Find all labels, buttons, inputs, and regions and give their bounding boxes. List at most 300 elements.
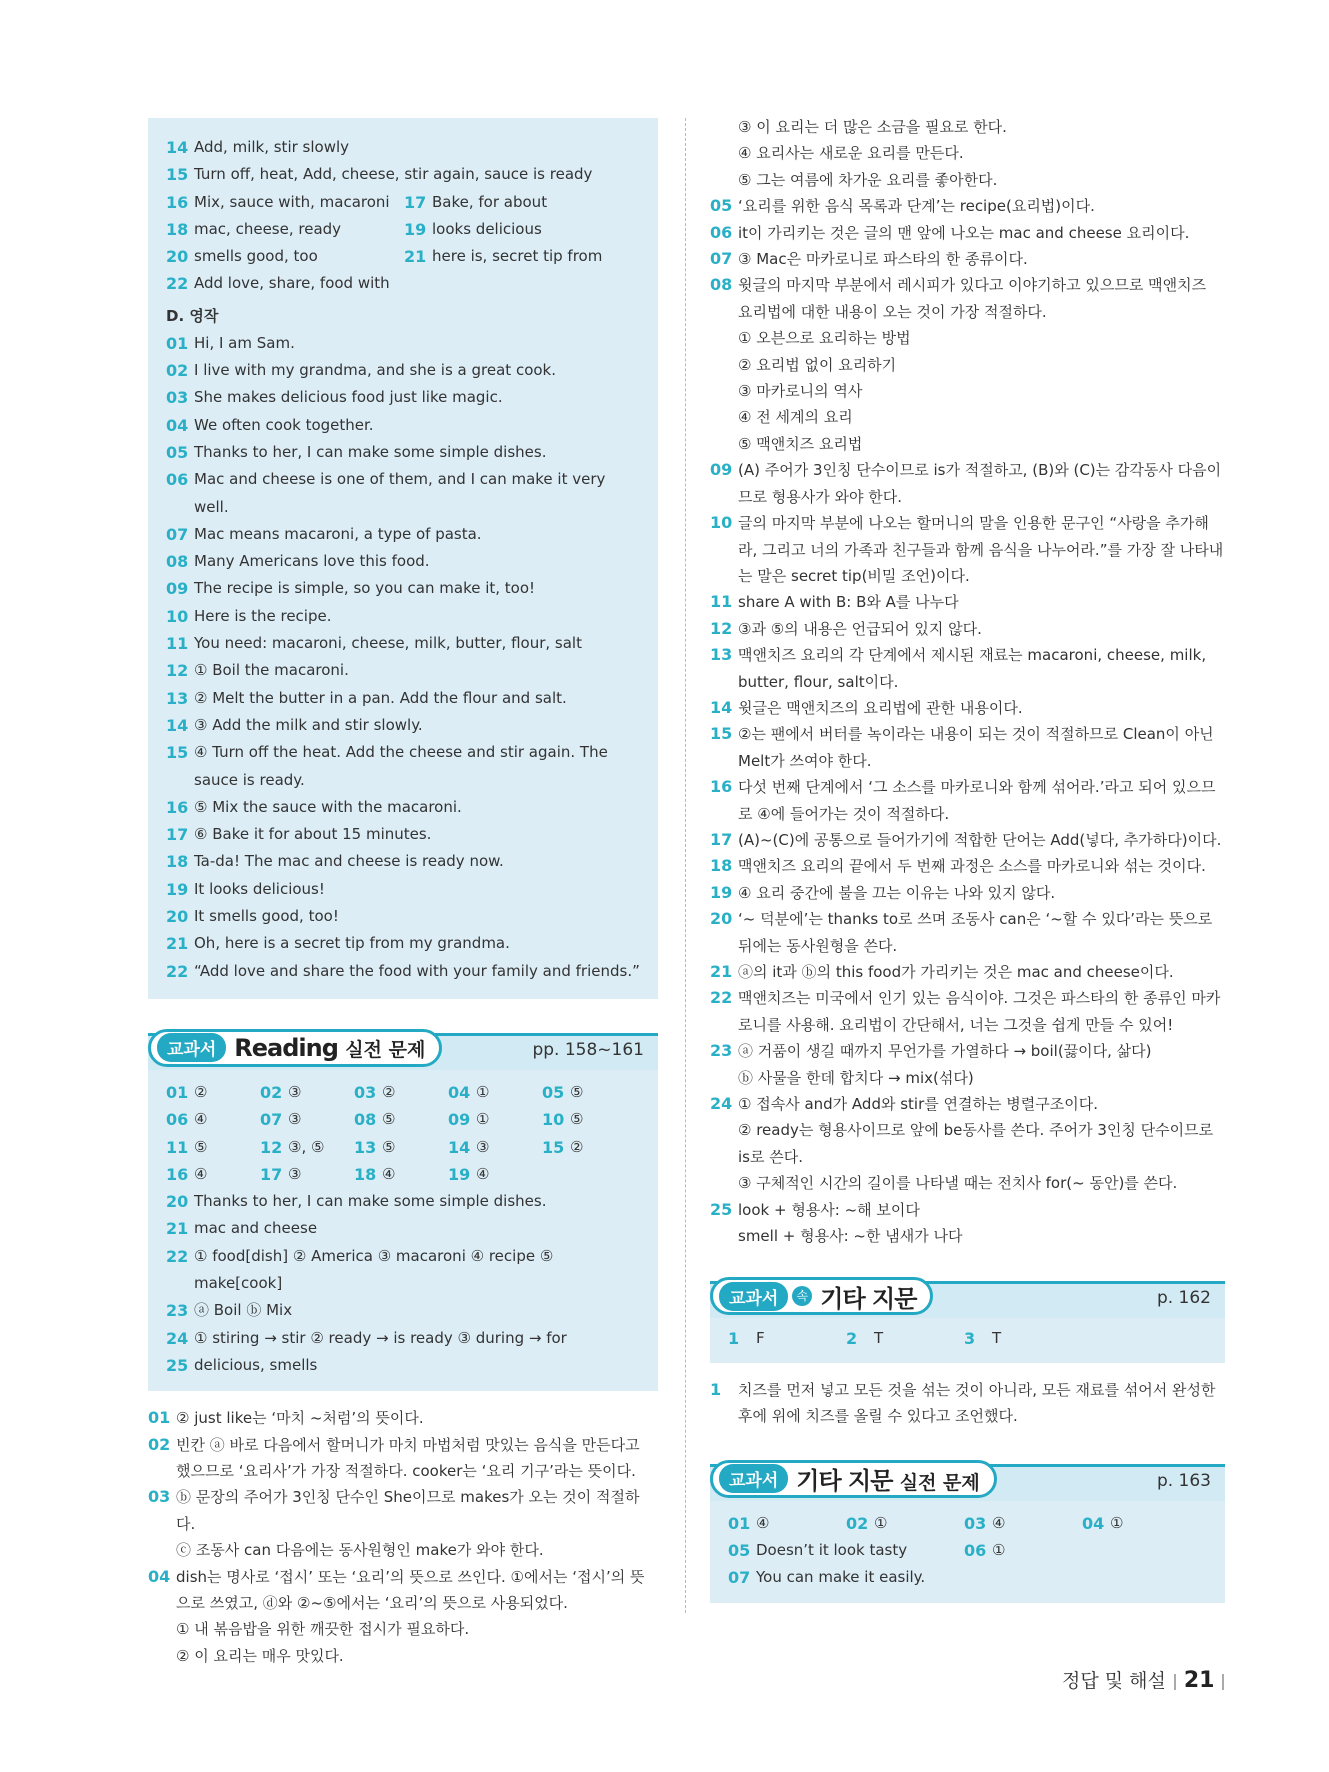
item-answer: ⑤: [382, 1137, 396, 1156]
explanations-other: [710, 1377, 1225, 1430]
list-item: [710, 431, 1225, 457]
list-item: [166, 439, 640, 466]
list-item: [166, 521, 640, 548]
answer-cell: [542, 1161, 636, 1188]
list-item: [710, 616, 1225, 642]
item-answer: ③: [288, 1164, 302, 1183]
list-item: [166, 848, 640, 875]
answer-cell: [542, 1106, 636, 1133]
page-number: 21: [1183, 1668, 1215, 1693]
item-answer: T: [992, 1329, 1002, 1348]
item-number: 02: [260, 1082, 283, 1102]
item-text: Ta-da! The mac and cheese is ready now.: [194, 852, 504, 871]
item-answer: ②: [570, 1137, 584, 1156]
item-number: 20: [166, 907, 189, 927]
item-number: 22: [166, 961, 189, 981]
list-item: [166, 739, 640, 794]
list-item: 05 Doesn’t it look tasty: [728, 1540, 908, 1560]
answer-cell: [846, 1510, 964, 1537]
answer-box-other: [710, 1317, 1225, 1362]
list-item: [166, 1297, 640, 1324]
item-text: look + 형용사: ~해 보이다: [738, 1200, 920, 1219]
item-number: 22: [710, 988, 733, 1008]
list-item: [166, 575, 640, 602]
list-item: [166, 930, 640, 957]
list-item: [710, 1065, 1225, 1091]
item-number: 21: [166, 934, 189, 954]
list-item: [166, 1325, 640, 1352]
list-item: [166, 1352, 640, 1379]
item-number: 21: [710, 962, 733, 981]
item-number: 11: [166, 1137, 189, 1157]
textbook-tag: 교과서: [719, 1282, 788, 1311]
list-item: 14 Add, milk, stir slowly: [166, 138, 350, 157]
list-item: [710, 853, 1225, 879]
item-number: 12: [166, 661, 189, 681]
answer-grid: [728, 1325, 1207, 1352]
item-text: She makes delicious food just like magic.: [194, 388, 503, 407]
answer-cell: [448, 1134, 542, 1161]
item-number: 10: [166, 606, 189, 626]
footer-label: 정답 및 해설: [1062, 1670, 1166, 1692]
item-number: 02: [166, 361, 189, 381]
item-answer: ④: [382, 1164, 396, 1183]
item-text: ① Boil the macaroni.: [194, 661, 349, 680]
answer-grid: [166, 1079, 640, 1188]
item-number: 19: [166, 879, 189, 899]
answer-cell: [728, 1510, 846, 1537]
item-number: 03: [354, 1082, 377, 1102]
footer-divider: [1174, 1674, 1176, 1690]
item-number: 03: [166, 388, 189, 408]
list-item: [166, 548, 640, 575]
list-pair: [166, 216, 640, 243]
answer-cell: [354, 1106, 448, 1133]
item-text: ⓐ Boil ⓑ Mix: [194, 1301, 293, 1320]
answer-cell: [542, 1134, 636, 1161]
item-number: 25: [710, 1199, 733, 1219]
answer-cell: [354, 1161, 448, 1188]
item-number: 13: [354, 1137, 377, 1157]
section-title: 기타 지문 실전 문제: [796, 1467, 980, 1496]
item-number: 11: [166, 634, 189, 654]
list-item: [166, 330, 640, 357]
item-text: ② 이 요리는 매우 맛있다.: [176, 1646, 344, 1665]
item-answer: F: [756, 1329, 765, 1348]
item-number: 05: [710, 196, 733, 216]
list-item: [148, 1537, 658, 1563]
answer-cell: [260, 1079, 354, 1106]
banner-pill: [148, 1029, 442, 1067]
item-text: Here is the recipe.: [194, 606, 332, 625]
item-number: 07: [166, 524, 189, 544]
list-item: [710, 1117, 1225, 1170]
item-text: 윗글의 마지막 부분에서 레시피가 있다고 이야기하고 있으므로 맥앤치즈 요리법에 대한 내용이 오는 것이 가장 적절하다.: [738, 276, 1207, 321]
item-answer: ⑤: [570, 1082, 584, 1101]
list-item: [710, 721, 1225, 774]
explanations-right: [710, 114, 1225, 1249]
list-item: [166, 1188, 640, 1215]
answer-cell: [964, 1510, 1082, 1537]
item-number: 15: [166, 743, 189, 763]
item-text: ⑤ Mix the sauce with the macaroni.: [194, 797, 462, 816]
list-pair: [728, 1537, 1207, 1564]
item-text: ③ Add the milk and stir slowly.: [194, 715, 423, 734]
item-text: ① food[dish] ② America ③ macaroni ④ recipe ⑤ make[cook]: [194, 1246, 554, 1292]
list-item: [166, 384, 640, 411]
list-item: 18 mac, cheese, ready: [166, 219, 342, 239]
item-number: 06: [166, 1110, 189, 1130]
item-text: I live with my grandma, and she is a great cook.: [194, 361, 556, 380]
item-text: Many Americans love this food.: [194, 552, 430, 571]
item-number: 18: [710, 856, 733, 876]
answer-cell: [166, 1134, 260, 1161]
item-answer: ②: [382, 1082, 396, 1101]
item-number: 07: [260, 1110, 283, 1130]
reading-section-banner: [148, 1029, 658, 1069]
list-item: [710, 589, 1225, 615]
item-number: 17: [710, 829, 733, 849]
column-divider: [685, 118, 686, 1613]
item-text: 맥앤치즈 요리의 각 단계에서 제시된 재료는 macaroni, cheese, milk, butter, flour, salt이다.: [738, 646, 1207, 691]
answer-cell: [260, 1161, 354, 1188]
list-item: [710, 246, 1225, 272]
section-heading: D. 영작: [166, 306, 219, 325]
item-number: 09: [166, 579, 189, 599]
answer-cell: [354, 1079, 448, 1106]
list-item: [710, 880, 1225, 906]
list-item: [710, 959, 1225, 985]
item-text: ② Melt the butter in a pan. Add the flour and salt.: [194, 688, 567, 707]
list-item: 22 Add love, share, food with: [166, 274, 390, 294]
list-item: 19 looks delicious: [404, 219, 542, 239]
list-item: [710, 404, 1225, 430]
list-item: [710, 827, 1225, 853]
item-number: 11: [710, 592, 733, 612]
item-number: 16: [710, 777, 733, 797]
banner-pill: [710, 1460, 997, 1498]
answer-cell: [728, 1325, 846, 1352]
item-text: ② 요리법 없이 요리하기: [738, 355, 897, 374]
item-text: Mac and cheese is one of them, and I can make it very well.: [194, 470, 606, 516]
answer-cell: [448, 1106, 542, 1133]
list-item: [166, 903, 640, 930]
list-item: [166, 412, 640, 439]
list-item: [710, 272, 1225, 325]
item-number: 07: [710, 249, 733, 269]
item-number: 16: [166, 797, 189, 817]
item-number: 02: [846, 1513, 869, 1533]
list-item: 07 You can make it easily.: [728, 1568, 926, 1588]
list-item: [166, 821, 640, 848]
item-text: dish는 명사로 ‘접시’ 또는 ‘요리’의 뜻으로 쓰인다. ①에서는 ‘접시’의 뜻으로 쓰였고, ⓓ와 ②~⑤에서는 ‘요리’의 뜻으로 사용되었다.: [176, 1567, 645, 1613]
item-text: ④ 요리 중간에 불을 끄는 이유는 나와 있지 않다.: [738, 883, 1056, 902]
item-answer: ③: [476, 1137, 490, 1156]
page-range: p. 163: [1156, 1470, 1211, 1491]
page-range: p. 162: [1156, 1288, 1211, 1309]
list-item: [710, 378, 1225, 404]
item-number: 08: [166, 552, 189, 572]
answer-cell: [448, 1079, 542, 1106]
page-range: pp. 158~161: [532, 1039, 644, 1060]
item-text: mac and cheese: [194, 1219, 318, 1238]
item-number: 12: [710, 618, 733, 638]
list-item: 15 Turn off, heat, Add, cheese, stir again, sauce is ready: [166, 165, 593, 185]
item-number: 3: [964, 1329, 976, 1349]
item-number: 04: [166, 415, 189, 435]
item-text: Thanks to her, I can make some simple dishes.: [194, 442, 547, 461]
item-number: 18: [166, 852, 189, 872]
list-item: 20 smells good, too: [166, 247, 318, 267]
list-item: [148, 1432, 658, 1485]
item-text: ⓑ 사물을 한데 합치다 → mix(섞다): [738, 1068, 974, 1087]
list-item: [166, 876, 640, 903]
item-number: 06: [710, 222, 733, 242]
list-item: [166, 685, 640, 712]
item-answer: ⑤: [382, 1110, 396, 1129]
item-answer: ④: [992, 1513, 1006, 1532]
list-item: 21 here is, secret tip from: [404, 247, 603, 267]
item-number: 23: [710, 1041, 733, 1061]
item-number: 18: [354, 1164, 377, 1184]
item-number: 21: [166, 1219, 189, 1239]
answer-list: [166, 1188, 640, 1379]
item-number: 06: [166, 470, 189, 490]
item-text: ② just like는 ‘마치 ~처럼’의 뜻이다.: [176, 1409, 424, 1428]
item-number: 19: [448, 1164, 471, 1184]
item-text: ④ 전 세계의 요리: [738, 408, 853, 427]
item-text: ④ Turn off the heat. Add the cheese and stir again. The sauce is ready.: [194, 743, 608, 789]
textbook-tag: 교과서: [719, 1464, 788, 1493]
item-number: 14: [448, 1137, 471, 1157]
answer-cell: [166, 1106, 260, 1133]
item-text: 맥앤치즈 요리의 끝에서 두 번째 과정은 소스를 마카로니와 섞는 것이다.: [738, 857, 1206, 876]
list-item: [166, 794, 640, 821]
item-number: 20: [166, 1192, 189, 1212]
list-item: [710, 774, 1225, 827]
item-text: ④ 요리사는 새로운 요리를 만든다.: [738, 144, 964, 163]
list-item: [710, 1223, 1225, 1249]
list-item: [710, 1038, 1225, 1064]
item-number: 14: [710, 697, 733, 717]
item-text: ③ 이 요리는 더 많은 소금을 필요로 한다.: [738, 118, 1007, 136]
list-pair: [166, 189, 640, 216]
item-text: 다섯 번째 단계에서 ‘그 소스를 마카로니와 함께 섞어라.’라고 되어 있으므로 ④에 들어가는 것이 적절하다.: [738, 778, 1216, 823]
list-item: [166, 958, 640, 985]
list-item: [710, 457, 1225, 510]
item-number: 12: [260, 1137, 283, 1157]
item-number: 01: [728, 1513, 751, 1533]
answer-box-reading: [148, 1069, 658, 1391]
item-text: Hi, I am Sam.: [194, 333, 295, 352]
item-number: 15: [542, 1137, 565, 1157]
item-number: 10: [710, 513, 733, 533]
item-answer: ④: [476, 1164, 490, 1183]
item-number: 02: [148, 1434, 171, 1454]
section-title: Reading 실전 문제: [234, 1033, 426, 1062]
banner-pill: [710, 1277, 933, 1315]
item-text: It smells good, too!: [194, 907, 339, 926]
page-footer: [1062, 1666, 1232, 1693]
item-answer: ③: [288, 1110, 302, 1129]
explanations-left: [148, 1405, 658, 1669]
answer-grid: [728, 1510, 1207, 1537]
textbook-tag: 교과서: [157, 1033, 226, 1062]
item-text: ② ready는 형용사이므로 앞에 be동사를 쓴다. 주어가 3인칭 단수이므로 is로 쓴다.: [738, 1121, 1214, 1166]
item-text: ③ 구체적인 시간의 길이를 나타낼 때는 전치사 for(~ 동안)를 쓴다.: [738, 1174, 1178, 1193]
list-item: [166, 466, 640, 521]
item-text: (A) 주어가 3인칭 단수이므로 is가 적절하고, (B)와 (C)는 감각동사 다음이므로 형용사가 와야 한다.: [738, 461, 1222, 506]
item-text: ① 오븐으로 요리하는 방법: [738, 329, 911, 348]
item-answer: ③: [288, 1082, 302, 1101]
other-test-section-banner: [710, 1460, 1225, 1500]
item-text: ⑤ 맥앤치즈 요리법: [738, 434, 863, 453]
item-text: 윗글은 맥앤치즈의 요리법에 관한 내용이다.: [738, 698, 1023, 717]
item-number: 04: [448, 1082, 471, 1102]
answer-cell: [260, 1106, 354, 1133]
list-item: [148, 1616, 658, 1642]
item-number: 1: [728, 1329, 740, 1349]
item-answer: ④: [756, 1513, 770, 1532]
item-text: ③ 마카로니의 역사: [738, 382, 863, 401]
answer-cell: [166, 1079, 260, 1106]
item-number: 17: [166, 825, 189, 845]
answer-cell: [846, 1325, 964, 1352]
item-answer: T: [874, 1329, 884, 1348]
item-number: 13: [710, 645, 733, 665]
answer-box-translation: [148, 118, 658, 999]
item-number: 04: [1082, 1513, 1105, 1533]
item-text: it이 가리키는 것은 글의 맨 앞에 나오는 mac and cheese 요리이다.: [738, 223, 1190, 242]
list-pair: [166, 243, 640, 270]
item-number: 01: [148, 1408, 171, 1428]
list-item: [710, 1197, 1225, 1223]
list-item: [710, 985, 1225, 1038]
item-answer: ③, ⑤: [288, 1137, 325, 1156]
list-item: [710, 140, 1225, 166]
item-text: The recipe is simple, so you can make it, too!: [194, 579, 536, 598]
item-text: Thanks to her, I can make some simple dishes.: [194, 1192, 547, 1211]
answer-cell: [166, 1161, 260, 1188]
item-number: 09: [448, 1110, 471, 1130]
item-number: 20: [710, 909, 733, 929]
item-text: ⓐ의 it과 ⓑ의 this food가 가리키는 것은 mac and cheese이다.: [738, 963, 1174, 981]
item-number: 03: [148, 1487, 171, 1507]
item-number: 08: [354, 1110, 377, 1130]
list-item: [710, 1170, 1225, 1196]
item-answer: ②: [194, 1082, 208, 1101]
item-text: ① 접속사 and가 Add와 stir를 연결하는 병렬구조이다.: [738, 1095, 1098, 1114]
item-number: 09: [710, 460, 733, 480]
item-number: 14: [166, 715, 189, 735]
list-item: [710, 695, 1225, 721]
item-number: 17: [260, 1164, 283, 1184]
item-text: ① stiring → stir ② ready → is ready ③ during → for: [194, 1328, 567, 1347]
item-number: 19: [710, 882, 733, 902]
item-text: smell + 형용사: ~한 냄새가 나다: [738, 1227, 963, 1246]
item-number: 24: [710, 1094, 733, 1114]
item-number: 25: [166, 1355, 189, 1375]
item-number: 05: [166, 442, 189, 462]
item-answer: ①: [874, 1513, 888, 1532]
item-text: ‘요리를 위한 음식 목록과 단계’는 recipe(요리법)이다.: [738, 197, 1095, 216]
answer-box-other-test: [710, 1500, 1225, 1604]
list-item: [148, 1643, 658, 1669]
item-text: ⑤ 그는 여름에 차가운 요리를 좋아한다.: [738, 170, 998, 189]
item-text: ②는 팬에서 버터를 녹이라는 내용이 되는 것이 적절하므로 Clean이 아닌 Melt가 쓰여야 한다.: [738, 725, 1214, 770]
item-text: delicious, smells: [194, 1355, 318, 1374]
item-text: ③과 ⑤의 내용은 언급되어 있지 않다.: [738, 619, 982, 638]
item-text: “Add love and share the food with your family and friends.”: [194, 961, 640, 980]
footer-divider: [1222, 1674, 1224, 1690]
item-text: ③ Mac은 마카로니로 파스타의 한 종류이다.: [738, 250, 1028, 269]
list-item: [166, 1215, 640, 1242]
answer-cell: [964, 1325, 1082, 1352]
item-text: Oh, here is a secret tip from my grandma.: [194, 934, 510, 953]
list-item: [166, 712, 640, 739]
list-item: [166, 1243, 640, 1298]
item-number: 01: [166, 1082, 189, 1102]
list-item: [710, 906, 1225, 959]
item-number: 22: [166, 1246, 189, 1266]
list-item: [166, 657, 640, 684]
list-item: [710, 1091, 1225, 1117]
item-text: (A)~(C)에 공통으로 들어가기에 적합한 단어는 Add(넣다, 추가하다)이다.: [738, 830, 1222, 849]
item-number: 23: [166, 1301, 189, 1321]
item-number: 15: [710, 724, 733, 744]
list-item: [710, 510, 1225, 589]
item-text: ‘~ 덕분에’는 thanks to로 쓰며 조동사 can은 ‘~할 수 있다’라는 뜻으로 뒤에는 동사원형을 쓴다.: [738, 910, 1213, 955]
list-item: [166, 603, 640, 630]
answer-cell: [542, 1079, 636, 1106]
item-text: ① 내 볶음밥을 위한 깨끗한 접시가 필요하다.: [176, 1620, 470, 1639]
list-item: [166, 357, 640, 384]
item-answer: ⑤: [194, 1137, 208, 1156]
writing-answers-list: [166, 330, 640, 985]
list-item: 16 Mix, sauce with, macaroni: [166, 192, 390, 212]
item-answer: ⑤: [570, 1110, 584, 1129]
list-item: [710, 193, 1225, 219]
item-answer: ①: [476, 1110, 490, 1129]
list-item: 06 ①: [964, 1540, 1006, 1560]
list-item: [710, 325, 1225, 351]
left-column: [148, 118, 658, 1669]
item-answer: ④: [194, 1110, 208, 1129]
item-text: ⓑ 문장의 주어가 3인칭 단수인 She이므로 makes가 오는 것이 적절하다.: [176, 1488, 640, 1533]
item-text: It looks delicious!: [194, 879, 325, 898]
item-answer: ④: [194, 1164, 208, 1183]
item-number: 08: [710, 275, 733, 295]
answer-cell: [448, 1161, 542, 1188]
item-number: 10: [542, 1110, 565, 1130]
list-item: [166, 630, 640, 657]
item-text: ⓒ 조동사 can 다음에는 동사원형인 make가 와야 한다.: [176, 1541, 544, 1560]
item-number: 04: [148, 1566, 171, 1586]
answer-cell: [1082, 1510, 1200, 1537]
answer-cell: [260, 1134, 354, 1161]
item-number: 16: [166, 1164, 189, 1184]
item-text: You need: macaroni, cheese, milk, butter, flour, salt: [194, 634, 582, 653]
section-title: 기타 지문: [820, 1284, 917, 1313]
item-text: ⑥ Bake it for about 15 minutes.: [194, 825, 432, 844]
item-number: 24: [166, 1328, 189, 1348]
list-item: [148, 1405, 658, 1431]
list-item: [148, 1484, 658, 1537]
right-column: [710, 114, 1225, 1603]
item-text: 빈칸 ⓐ 바로 다음에서 할머니가 마치 마법처럼 맛있는 음식을 만든다고 했으므로 ‘요리사’가 가장 적절하다. cooker는 ‘요리 기구’라는 뜻이다.: [176, 1435, 640, 1480]
item-number: 03: [964, 1513, 987, 1533]
item-answer: ①: [476, 1082, 490, 1101]
